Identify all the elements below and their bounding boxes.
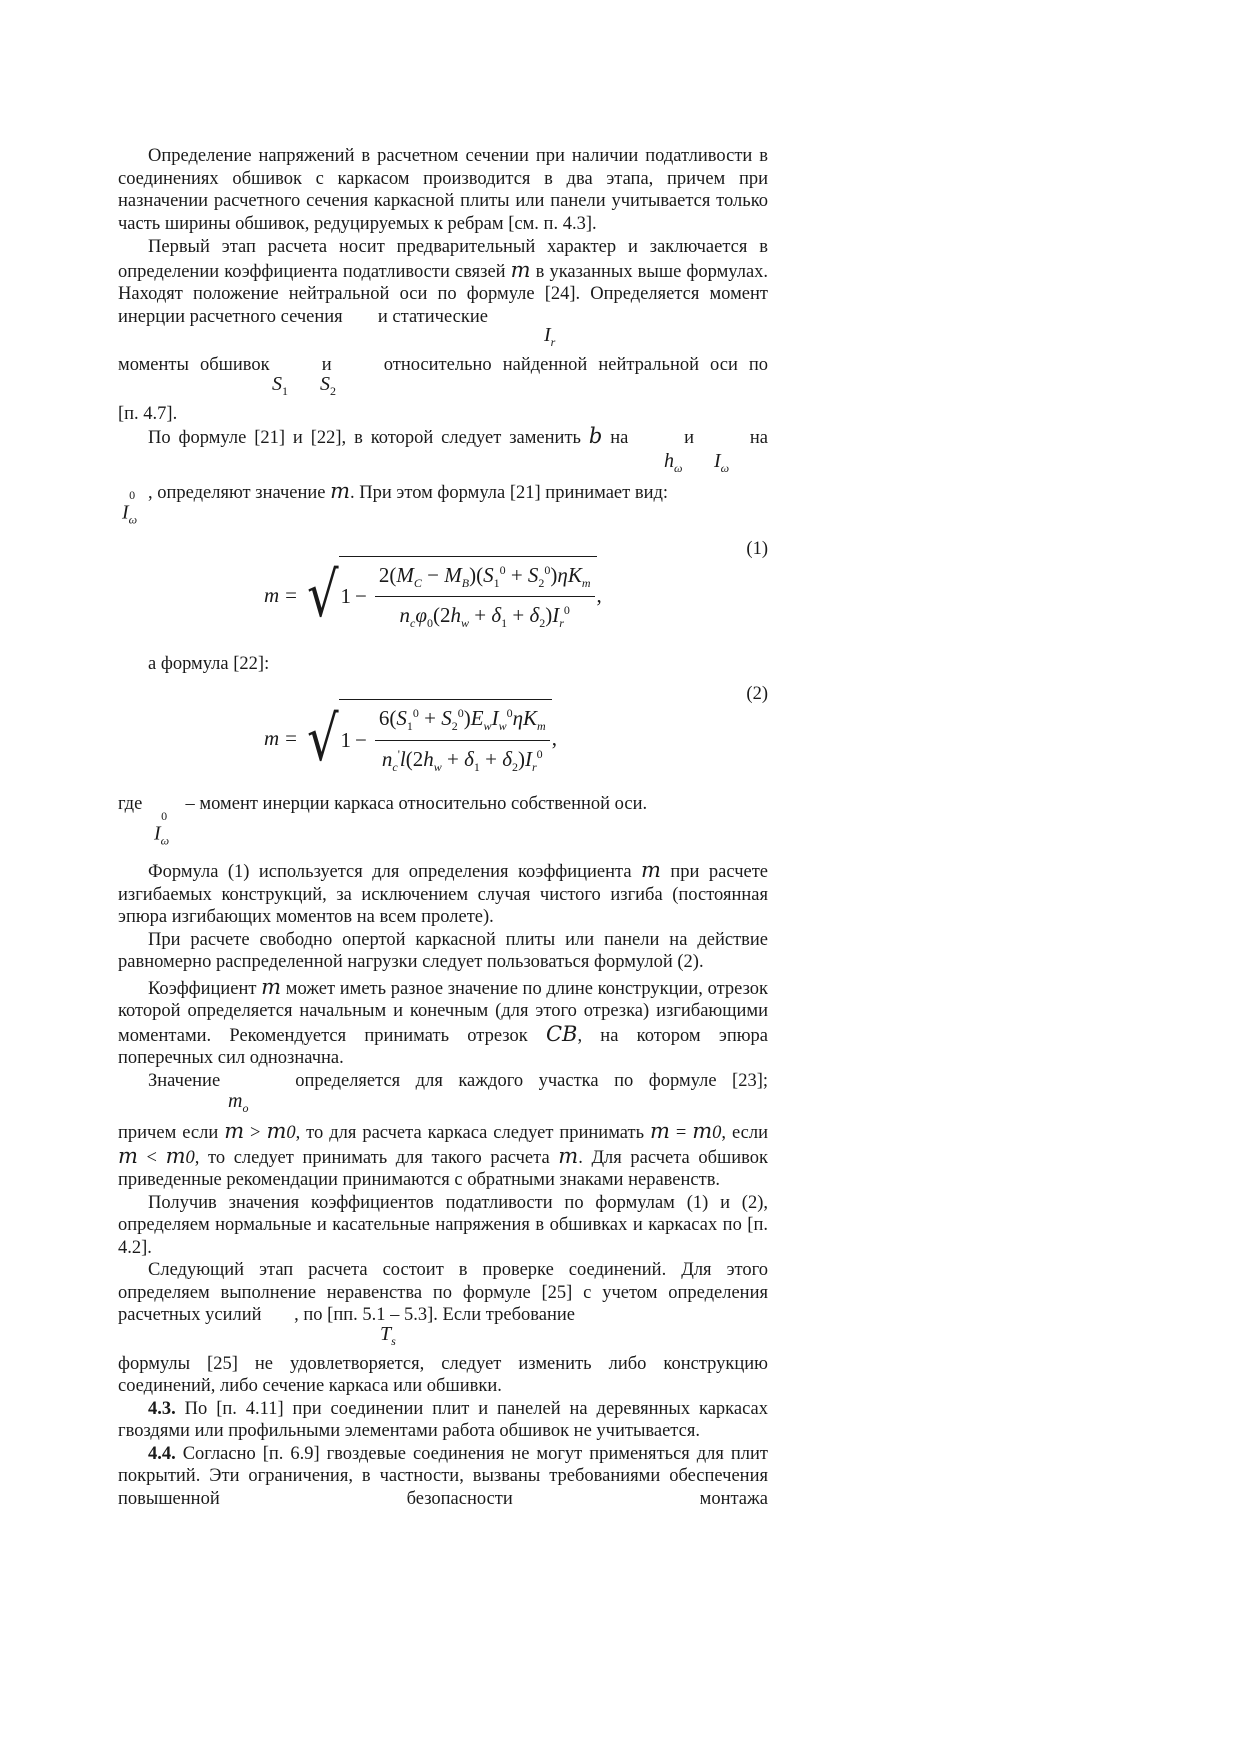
text: По формуле [21] и [22], в которой следует заменить [148, 428, 581, 448]
paragraph [118, 859, 768, 929]
text: Формула (1) используется для определения коэффициента [148, 862, 632, 882]
text: . Для расчета обшивок приведенные рекомендации принимаются с обратными знаками неравенств. [118, 1147, 769, 1190]
text: , по [пп. 5.1 – 5.3]. Если требование [294, 1305, 575, 1325]
paragraph: [п. 4.7]. [118, 403, 178, 424]
text: Значение [148, 1070, 221, 1091]
text: где [118, 794, 143, 814]
math-expr: m [224, 1119, 245, 1143]
paragraph: причем если m > m0, то для расчета каркаса следует принимать m = m0, если m < m0, то следует принимать для такого расчета m. Для расчета обшивок приведенные рекомендации принимаются с обратными знаками неравенств. [118, 1119, 769, 1190]
text: причем если [118, 1123, 219, 1143]
paragraph [118, 354, 768, 377]
text: . При этом формула [21] принимает вид: [350, 482, 669, 503]
symbol-row [118, 372, 768, 403]
paragraph: При расчете свободно опертой каркасной плиты или панели на действие равномерно распределенной нагрузки следует пользоваться формулой (2). [118, 929, 768, 972]
math-var: m [261, 974, 282, 999]
symbol-row [118, 324, 768, 354]
text: и [321, 355, 332, 375]
math-symbol: $I_\omega^0$ [154, 809, 170, 848]
paragraph [118, 236, 768, 328]
text: , определяют значение [148, 482, 326, 503]
equation-1 [118, 538, 768, 653]
math-var: m [510, 257, 531, 282]
symbol-row [118, 1092, 768, 1120]
paragraph: Определение напряжений в расчетном сечении при наличии податливости в соединениях обшивок с каркасом производится в два этапа, причем при назначении расчетного сечения каркасной плиты или панели учитывается только часть ширины обшивок, редуцируемых к ребрам [см. п. 4.3]. [118, 146, 768, 234]
text: в указанных выше формулах. Находят положение нейтральной оси по формуле [24]. Определяется момент инерции расчетного сечения [118, 261, 769, 327]
text: По [п. 4.11] при соединении плит и панелей на деревянных каркасах гвоздями или профильными элементами работа обшивок не учитывается. [118, 1398, 769, 1441]
text: Коэффициент [148, 978, 257, 999]
text: – момент инерции каркаса относительно собственной оси. [185, 794, 648, 814]
text: относительно найденной нейтральной оси по [383, 355, 769, 375]
paragraph: формулы [25] не удовлетворяется, следует изменить либо конструкцию соединений, либо сечение каркаса или обшивки. [118, 1353, 768, 1396]
text: Первый этап расчета носит предварительный характер и заключается в определении коэффициента податливости связей [118, 237, 768, 282]
paragraph [118, 1259, 768, 1327]
paragraph [118, 425, 768, 450]
text: и [684, 428, 695, 448]
math-var: m [330, 478, 351, 503]
text: определяется для каждого участка по формуле [23]; [295, 1070, 769, 1091]
math-symbol: $S_2$ [320, 372, 336, 398]
paragraph: а формула [22]: [148, 653, 270, 674]
formula: m = √ 1 − $\frac{2(M_C - M_B)(S_1^0 + S_2^0)\eta K_m}{n_c\varphi_0(2h_w + \delta_1 + \delta_2)I_r^0}$ , [264, 556, 602, 635]
text: , если [721, 1123, 769, 1143]
text-row [118, 478, 768, 538]
equation-2 [118, 675, 768, 793]
paragraph [118, 1398, 768, 1443]
math-symbol: $I_r$ [544, 324, 556, 349]
math-symbol: $m_o$ [228, 1090, 249, 1115]
text: Согласно [п. 6.9] гвоздевые соединения не могут применяться для плит покрытий. Эти ограничения, в частности, вызваны требованиями обеспечения повышенной безопасности монтажа [118, 1443, 768, 1509]
math-symbol: $h_\omega$ [664, 449, 683, 475]
math-var: m [641, 858, 661, 882]
text: и статические [377, 306, 488, 327]
equation-number: (1) [746, 538, 768, 559]
math-var: CB [545, 1021, 578, 1046]
text: , то для расчета каркаса следует принимать [295, 1123, 645, 1143]
paragraph [118, 976, 768, 1070]
paragraph [118, 1443, 768, 1511]
math-symbol: $S_1$ [272, 372, 288, 398]
math-var: b [588, 424, 603, 448]
text: , то следует принимать для такого расчета [194, 1147, 550, 1168]
text: моменты обшивок [118, 355, 270, 375]
text: Следующий этап расчета состоит в проверке соединений. Для этого определяем выполнение неравенства по формуле [25] с учетом определения расчетных усилий [118, 1260, 768, 1325]
text-row [118, 793, 768, 859]
paragraph [118, 1070, 768, 1093]
formula: m = √ 1 − $\frac{6(S_1^0 + S_2^0)E_wI_w^0\eta K_m}{n_c'l(2h_w + \delta_1 + \delta_2)I_r^0}$ , [264, 699, 557, 778]
document-page [118, 145, 768, 1510]
math-symbol: $I_\omega^0$ [122, 487, 138, 527]
text: при расчете изгибаемых конструкций, за исключением случая чистого изгиба (постоянная эпюра изгибающих моментов на всем пролете). [118, 862, 769, 927]
section-number: 4.4. [148, 1443, 176, 1464]
math-symbol: $T_s$ [380, 1322, 396, 1348]
text: , на котором эпюра поперечных сил однозначна. [118, 1025, 768, 1068]
section-number: 4.3. [148, 1398, 176, 1419]
equation-number: (2) [746, 684, 768, 704]
math-symbol: $I_\omega$ [714, 449, 730, 475]
symbol-row [118, 1322, 768, 1353]
paragraph: Получив значения коэффициентов податливости по формулам (1) и (2), определяем нормальные и касательные напряжения в обшивках и каркасах по [п. 4.2]. [118, 1192, 768, 1258]
text: на [749, 428, 769, 448]
text: может иметь разное значение по длине конструкции, отрезок которой определяется начальным и конечным (для этого отрезка) изгибающими моментами. Рекомендуется принимать отрезок [118, 978, 769, 1046]
text: на [610, 428, 629, 448]
